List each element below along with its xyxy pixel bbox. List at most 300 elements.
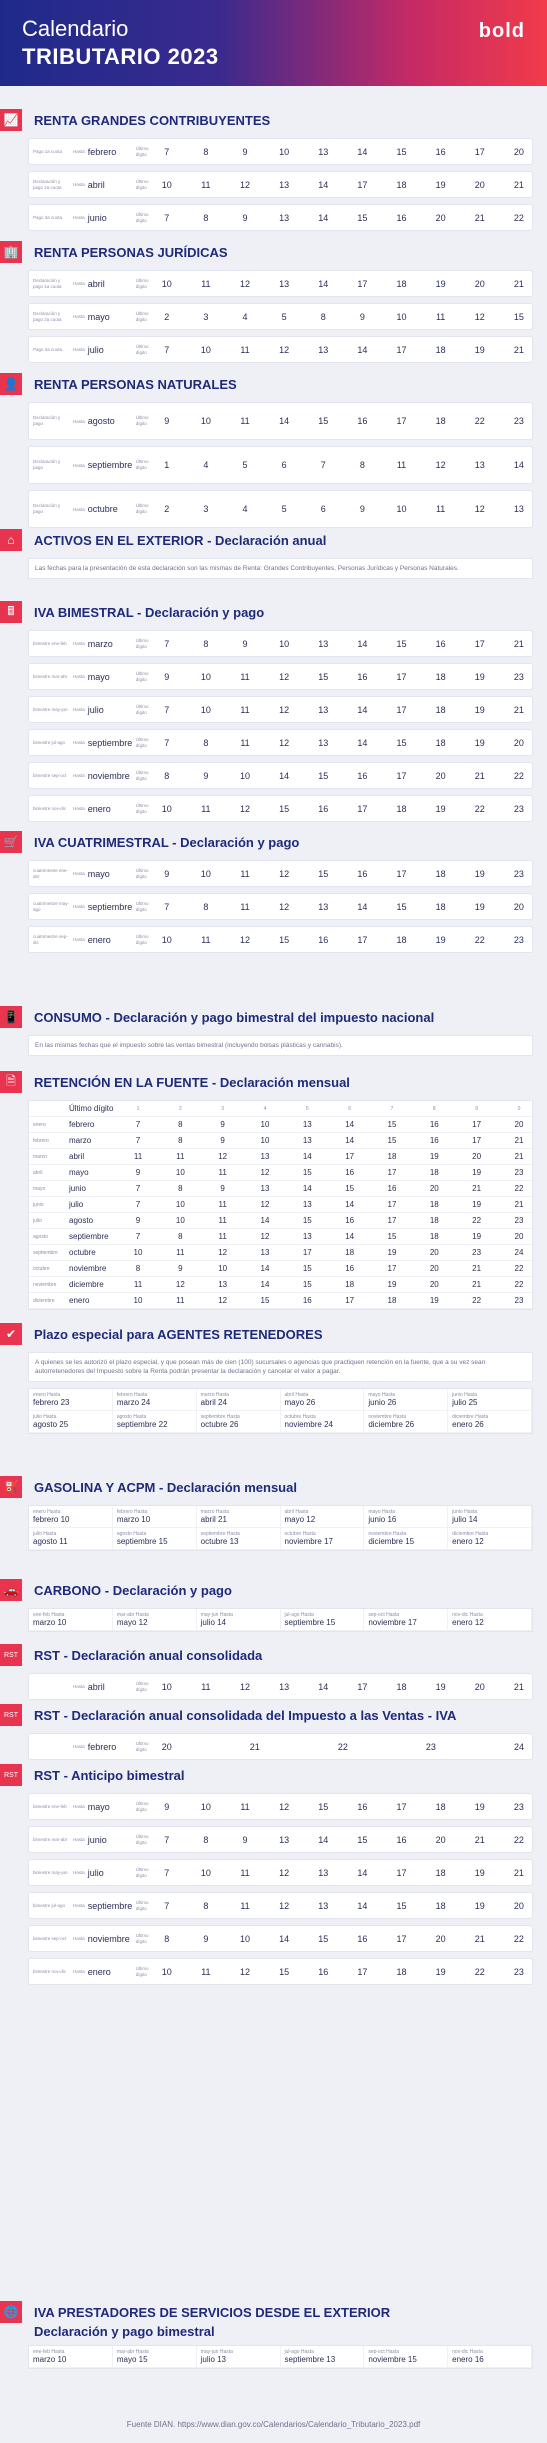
day-value: 14 <box>260 1280 270 1289</box>
date-cell <box>364 1609 448 1631</box>
row-label: bimestre ene-feb <box>33 640 67 646</box>
day-value: 19 <box>474 737 485 748</box>
day-value: 11 <box>133 1152 143 1161</box>
period-label: diciembre Hasta <box>452 1414 489 1420</box>
day-value: 21 <box>513 1681 524 1692</box>
day-value: 13 <box>260 1248 270 1257</box>
day-value: 18 <box>429 1200 439 1209</box>
day-value: 14 <box>357 704 368 715</box>
day-value: 17 <box>387 1264 397 1273</box>
day-value: 16 <box>387 1184 397 1193</box>
day-cell <box>160 1934 174 1944</box>
day-cell <box>355 1868 369 1878</box>
section-title: ACTIVOS EN EL EXTERIOR - Declaración anual <box>34 532 327 548</box>
day-value: 20 <box>513 737 524 748</box>
day-value: 9 <box>135 1216 141 1225</box>
day-value: 12 <box>279 1801 290 1812</box>
date-row <box>28 204 533 231</box>
due-date: octubre 13 <box>200 1537 239 1546</box>
day-cell <box>473 1967 487 1977</box>
day-cell <box>238 738 252 748</box>
day-value: 12 <box>435 460 446 470</box>
date-row <box>28 402 533 440</box>
day-value: 10 <box>161 1681 172 1692</box>
ultimo-digito-label: Último dígito <box>135 1965 149 1977</box>
day-cell <box>473 460 487 470</box>
date-row <box>28 696 533 723</box>
date-row <box>28 663 533 690</box>
period-month: mayo <box>33 1185 46 1192</box>
day-cell <box>160 213 174 223</box>
header-digits <box>131 1106 532 1112</box>
section-header <box>0 372 547 396</box>
table-row <box>29 1293 532 1309</box>
digit-header: 9 <box>475 1105 479 1112</box>
day-cell <box>316 180 330 190</box>
cards <box>28 270 533 363</box>
row-label: cuatrimestre ene-abr <box>33 867 69 879</box>
day-cell <box>434 1835 448 1845</box>
section-title: IVA BIMESTRAL - Declaración y pago <box>34 604 265 620</box>
day-cell <box>277 738 291 748</box>
day-cell <box>199 1682 213 1692</box>
day-value: 8 <box>203 212 209 223</box>
day-value: 16 <box>318 1966 329 1977</box>
row-days <box>131 1120 532 1129</box>
day-cell <box>238 1682 252 1692</box>
day-value: 21 <box>514 1152 524 1161</box>
day-value: 14 <box>357 1867 368 1878</box>
day-value: 22 <box>474 934 485 945</box>
day-value: 10 <box>200 344 211 355</box>
day-cell <box>355 804 369 814</box>
hasta-label: Hasta <box>73 1936 85 1941</box>
section-header <box>0 2300 547 2324</box>
day-value: 2 <box>164 311 170 322</box>
day-value: 15 <box>357 212 368 223</box>
day-value: 21 <box>249 1741 260 1752</box>
day-value: 10 <box>200 416 211 426</box>
day-value: 17 <box>396 704 407 715</box>
due-date: diciembre 26 <box>368 1420 415 1429</box>
day-value: 16 <box>345 1168 355 1177</box>
day-cell <box>316 771 330 781</box>
day-value: 8 <box>178 1136 183 1145</box>
day-value: 17 <box>357 278 368 289</box>
day-value: 13 <box>302 1200 312 1209</box>
day-value: 12 <box>240 934 251 945</box>
date-cell <box>448 1506 532 1528</box>
period-label: octubre Hasta <box>284 1414 316 1420</box>
day-cell <box>434 460 448 470</box>
day-value: 23 <box>513 868 524 879</box>
day-cell <box>395 1934 409 1944</box>
day-cells <box>160 213 532 223</box>
day-cell <box>277 705 291 715</box>
day-cell <box>160 672 174 682</box>
day-cell <box>512 705 526 715</box>
due-date: enero 16 <box>452 2355 484 2364</box>
date-cell <box>113 2346 197 2368</box>
period-label: julio Hasta <box>33 1531 57 1537</box>
day-value: 20 <box>429 1264 439 1273</box>
day-value: 5 <box>281 311 287 322</box>
ultimo-digito-label: Último dígito <box>135 310 149 322</box>
day-value: 19 <box>429 1296 439 1305</box>
day-value: 17 <box>387 1168 397 1177</box>
cards <box>28 1733 533 1760</box>
due-date: enero 26 <box>452 1420 484 1429</box>
row-month: mayo <box>87 1801 110 1812</box>
day-value: 11 <box>201 934 211 945</box>
day-cell <box>316 705 330 715</box>
day-value: 23 <box>513 1966 524 1977</box>
date-row <box>28 795 533 822</box>
date-cell <box>113 1411 197 1433</box>
day-cell <box>434 416 448 426</box>
day-value: 20 <box>435 212 446 223</box>
day-value: 21 <box>474 1933 485 1944</box>
period-label: abril Hasta <box>284 1509 309 1515</box>
day-value: 14 <box>302 1184 312 1193</box>
day-value: 10 <box>161 934 172 945</box>
day-value: 20 <box>513 1900 524 1911</box>
period-label: diciembre Hasta <box>452 1531 489 1537</box>
section-note: En las mismas fechas que el impuesto sobre las ventas bimestral (incluyendo bolsas plásticas y cannabis). <box>28 1035 533 1056</box>
day-value: 19 <box>435 934 446 945</box>
date-cell <box>448 1389 532 1411</box>
day-value: 16 <box>396 212 407 223</box>
day-value: 12 <box>240 803 251 814</box>
title-calendario: Calendario <box>22 16 129 41</box>
day-cell <box>473 804 487 814</box>
day-cell <box>512 312 526 322</box>
row-month: mayo <box>87 868 110 879</box>
hasta-label: Hasta <box>73 215 85 220</box>
day-cell <box>355 279 369 289</box>
section-title: RENTA PERSONAS NATURALES <box>34 376 237 392</box>
day-value: 24 <box>513 1741 524 1752</box>
due-date: julio 14 <box>452 1515 478 1524</box>
period-label: may-jun Hasta <box>200 2349 233 2355</box>
day-cells <box>160 1901 532 1911</box>
table-row <box>29 1149 532 1165</box>
due-date: mayo 12 <box>284 1515 316 1524</box>
date-row <box>28 1733 533 1760</box>
day-value: 17 <box>396 416 407 426</box>
day-cell <box>512 504 526 514</box>
section-renta-naturales <box>0 372 547 528</box>
day-cell <box>316 639 330 649</box>
day-cell <box>199 672 213 682</box>
day-value: 11 <box>240 868 250 879</box>
day-cell <box>277 504 291 514</box>
digit-header: 0 <box>517 1105 521 1112</box>
row-days <box>131 1168 532 1177</box>
due-date: diciembre 15 <box>368 1537 415 1546</box>
day-cell <box>512 672 526 682</box>
day-value: 23 <box>513 671 524 682</box>
day-cell <box>199 504 213 514</box>
day-value: 12 <box>218 1296 228 1305</box>
day-cell <box>160 639 174 649</box>
hasta-label: Hasta <box>73 314 85 319</box>
day-value: 11 <box>201 179 211 190</box>
day-value: 12 <box>279 901 290 912</box>
row-days <box>131 1200 532 1209</box>
day-value: 5 <box>281 504 287 514</box>
day-value: 14 <box>357 344 368 355</box>
day-value: 18 <box>435 704 446 715</box>
day-value: 18 <box>396 934 407 945</box>
day-value: 10 <box>279 146 290 157</box>
section-icon: 🚗 <box>0 1579 22 1601</box>
day-value: 7 <box>164 146 170 157</box>
hasta-label: Hasta <box>73 506 85 512</box>
date-cell <box>113 1389 197 1411</box>
day-value: 19 <box>435 803 446 814</box>
day-value: 7 <box>135 1136 141 1145</box>
section-renta-juridicas <box>0 240 547 363</box>
ultimo-digito-label: Último dígito <box>135 343 149 355</box>
day-value: 9 <box>220 1184 225 1193</box>
section-header <box>0 528 547 552</box>
day-value: 21 <box>472 1264 482 1273</box>
day-cell <box>434 738 448 748</box>
day-value: 9 <box>135 1168 141 1177</box>
header-banner <box>0 0 547 86</box>
day-value: 14 <box>318 1834 329 1845</box>
day-cell <box>512 1901 526 1911</box>
day-value: 8 <box>320 311 326 322</box>
day-value: 13 <box>318 638 329 649</box>
ultimo-digito-label: Último dígito <box>135 178 149 190</box>
day-value: 9 <box>164 416 170 426</box>
day-value: 20 <box>474 278 485 289</box>
day-value: 18 <box>435 671 446 682</box>
day-cell <box>434 1967 448 1977</box>
period-label: mayo Hasta <box>368 1392 396 1398</box>
day-cell <box>473 771 487 781</box>
day-cell <box>434 1868 448 1878</box>
day-cell <box>316 416 330 426</box>
day-value: 12 <box>175 1280 185 1289</box>
day-value: 15 <box>357 1834 368 1845</box>
day-cell <box>277 771 291 781</box>
day-value: 21 <box>513 1867 524 1878</box>
date-cell <box>281 1411 365 1433</box>
due-date: septiembre 13 <box>284 2355 336 2364</box>
day-cell <box>277 1901 291 1911</box>
day-value: 18 <box>429 1216 439 1225</box>
table-header <box>29 1101 532 1117</box>
day-value: 15 <box>387 1232 397 1241</box>
hasta-label: Hasta <box>73 418 85 424</box>
period-label: junio Hasta <box>452 1509 478 1515</box>
day-cell <box>160 416 174 426</box>
day-value: 11 <box>396 460 407 470</box>
day-cells <box>160 672 532 682</box>
due-date: noviembre 17 <box>368 1618 417 1627</box>
day-value: 21 <box>513 344 524 355</box>
period-label: abril Hasta <box>284 1392 309 1398</box>
day-value: 16 <box>435 638 446 649</box>
row-label: Pago 2a cuota <box>33 346 63 352</box>
row-month: marzo <box>87 638 113 649</box>
row-month: agosto <box>87 416 115 426</box>
day-value: 3 <box>203 504 209 514</box>
day-cell <box>199 771 213 781</box>
day-value: 12 <box>279 737 290 748</box>
hasta-label: Hasta <box>73 1870 85 1875</box>
day-value: 16 <box>318 934 329 945</box>
day-value: 13 <box>279 179 290 190</box>
section-gasolina <box>0 1475 547 1551</box>
day-value: 13 <box>260 1184 270 1193</box>
day-cell <box>199 180 213 190</box>
row-days <box>131 1248 532 1257</box>
day-value: 17 <box>396 1867 407 1878</box>
day-cells <box>160 705 532 715</box>
title-tributario: TRIBUTARIO 2023 <box>22 44 219 69</box>
day-cells <box>160 1868 532 1878</box>
day-cell <box>199 1934 213 1944</box>
due-month: julio <box>69 1200 84 1209</box>
row-month: junio <box>87 212 107 223</box>
day-cell <box>512 1835 526 1845</box>
row-days <box>131 1232 532 1241</box>
ultimo-digito-label: Último dígito <box>135 459 149 470</box>
date-row <box>28 303 533 330</box>
day-value: 10 <box>175 1200 185 1209</box>
day-value: 11 <box>240 1867 250 1878</box>
day-cell <box>395 1835 409 1845</box>
hasta-label: Hasta <box>73 904 85 909</box>
date-grid <box>28 1388 533 1434</box>
hasta-label: Hasta <box>73 740 85 745</box>
day-value: 23 <box>513 803 524 814</box>
section-icon: ✔ <box>0 1323 22 1345</box>
day-cell <box>277 902 291 912</box>
due-month: octubre <box>69 1248 96 1257</box>
row-label: bimestre may-jun <box>33 1869 68 1875</box>
day-value: 16 <box>318 803 329 814</box>
day-value: 11 <box>201 803 211 814</box>
day-cell <box>395 705 409 715</box>
day-value: 15 <box>318 868 329 879</box>
day-value: 11 <box>176 1296 185 1305</box>
row-label: cuatrimestre may-ago <box>33 900 70 912</box>
day-value: 11 <box>201 1966 211 1977</box>
ultimo-digito-label: Último dígito <box>135 637 149 649</box>
row-days <box>131 1264 532 1273</box>
day-cell <box>395 213 409 223</box>
day-value: 11 <box>176 1248 185 1257</box>
day-value: 13 <box>302 1136 312 1145</box>
digit-header: 5 <box>305 1105 309 1112</box>
hasta-label: Hasta <box>73 674 85 679</box>
day-cell <box>434 180 448 190</box>
date-cell <box>281 1389 365 1411</box>
day-cell <box>473 1835 487 1845</box>
date-cell <box>113 1528 197 1550</box>
day-value: 15 <box>318 770 329 781</box>
day-value: 15 <box>279 803 290 814</box>
day-value: 15 <box>279 934 290 945</box>
digit-header: 3 <box>221 1105 225 1112</box>
day-cell <box>160 345 174 355</box>
day-cell <box>199 345 213 355</box>
row-month: octubre <box>87 504 118 514</box>
date-cell <box>197 2346 281 2368</box>
day-cells <box>160 180 532 190</box>
day-cell <box>277 935 291 945</box>
hasta-label: Hasta <box>73 1837 85 1842</box>
day-value: 9 <box>242 638 248 649</box>
day-cell <box>199 1835 213 1845</box>
day-cell <box>434 771 448 781</box>
day-value: 14 <box>260 1216 270 1225</box>
ultimo-digito-label: Último dígito <box>69 1104 114 1113</box>
day-cell <box>512 1868 526 1878</box>
date-row <box>28 490 533 528</box>
digit-header: 2 <box>178 1105 182 1112</box>
day-value: 18 <box>396 1966 407 1977</box>
day-cell <box>316 1934 330 1944</box>
day-value: 11 <box>240 1900 250 1911</box>
day-value: 14 <box>345 1136 355 1145</box>
day-cell <box>473 935 487 945</box>
day-value: 11 <box>435 311 446 322</box>
day-value: 11 <box>218 1216 227 1225</box>
day-value: 22 <box>513 1933 524 1944</box>
day-value: 13 <box>318 704 329 715</box>
day-cell <box>316 312 330 322</box>
day-value: 9 <box>242 146 248 157</box>
day-cell <box>434 705 448 715</box>
day-value: 8 <box>203 1900 209 1911</box>
day-cell <box>434 312 448 322</box>
section-activos-exterior <box>0 528 547 579</box>
day-cell <box>199 935 213 945</box>
day-value: 14 <box>357 638 368 649</box>
day-cell <box>355 312 369 322</box>
day-cell <box>199 460 213 470</box>
day-cells <box>160 460 532 470</box>
row-month: noviembre <box>87 770 130 781</box>
day-value: 9 <box>164 868 170 879</box>
day-cell <box>473 213 487 223</box>
period-month: noviembre <box>33 1281 57 1288</box>
hasta-label: Hasta <box>73 1903 85 1908</box>
row-label: bimestre sep-oct <box>33 772 67 778</box>
day-value: 16 <box>345 1264 355 1273</box>
day-value: 20 <box>472 1152 482 1161</box>
day-cell <box>277 1868 291 1878</box>
day-value: 7 <box>135 1120 141 1129</box>
day-cell <box>512 1742 526 1752</box>
day-value: 19 <box>472 1168 482 1177</box>
day-cell <box>160 902 174 912</box>
due-date: agosto 11 <box>33 1537 68 1546</box>
day-cell <box>160 1967 174 1977</box>
period-month: enero <box>33 1121 46 1128</box>
day-cell <box>473 147 487 157</box>
due-date: julio 14 <box>200 1618 227 1627</box>
day-cell <box>277 312 291 322</box>
day-value: 9 <box>203 1933 209 1944</box>
day-cell <box>434 504 448 514</box>
